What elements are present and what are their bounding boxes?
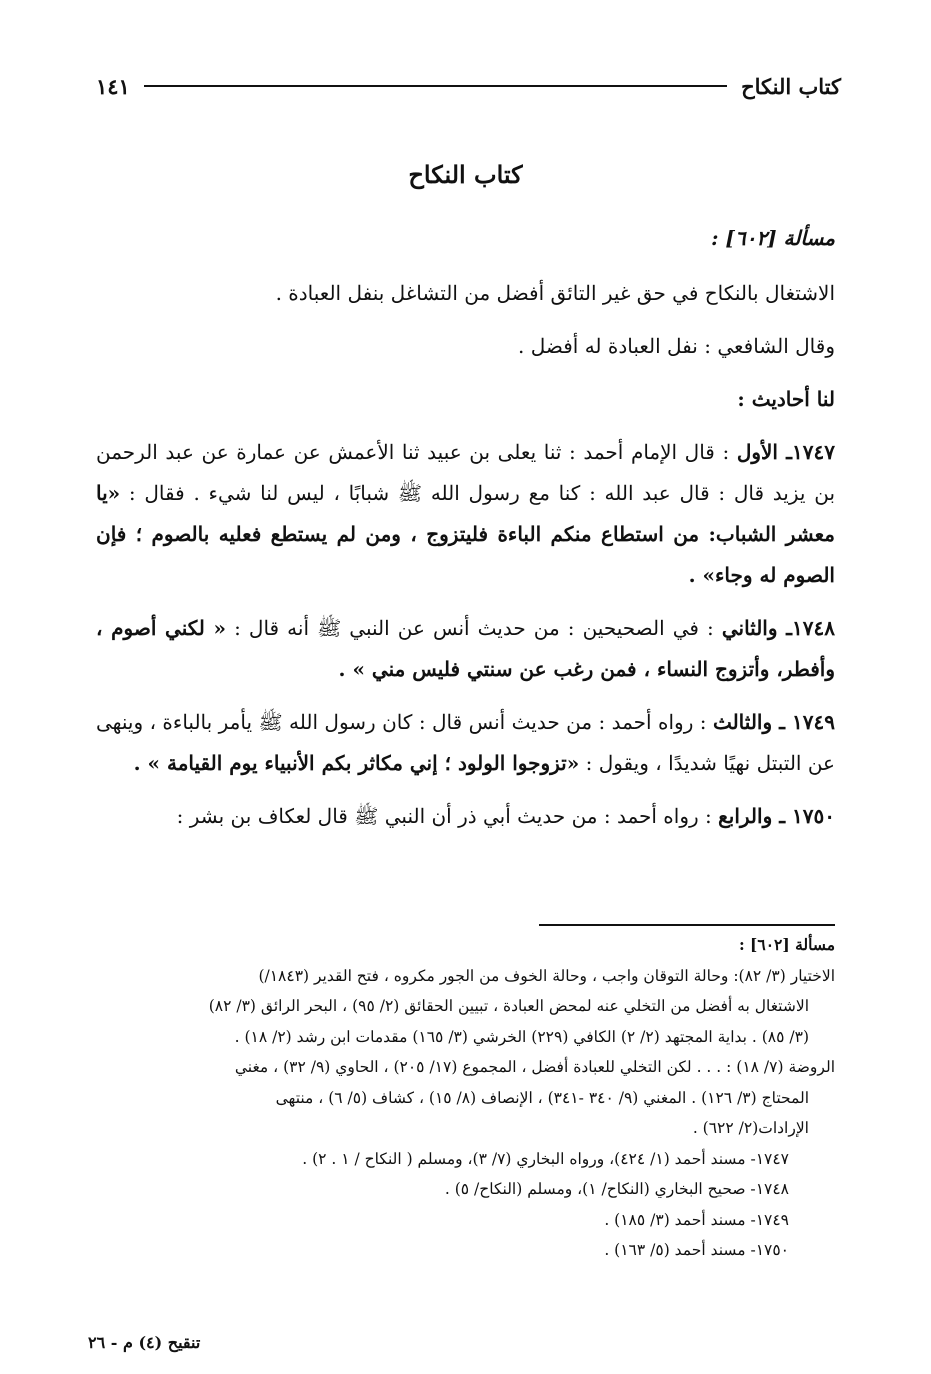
footnote-line: (٣/ ٨٥) . بداية المجتهد (٢/ ٢) الكافي (٢٢٩) الخرشي (٣/ ١٦٥) مقدمات ابن رشد (٢/ ١٨) . bbox=[234, 1027, 809, 1046]
hadith-1750 bbox=[96, 796, 835, 837]
hadith-text: : رواه أحمد : من حديث أنس قال : كان رسول الله ﷺ يأمر بالباءة ، وينهى عن التبتل نهيًا شديدًا ، ويقول : bbox=[96, 710, 835, 775]
footnote-line: الروضة (٧/ ١٨) : . . . لكن التخلي للعبادة أفضل ، المجموع (١٧/ ٢٠٥) ، الحاوي (٩/ ٣٢) ، مغني bbox=[234, 1058, 835, 1076]
printer-signature: تنقيح (٤) م - ٢٦ bbox=[88, 1333, 201, 1352]
statement-paragraph: الاشتغال بالنكاح في حق غير التائق أفضل من التشاغل بنفل العبادة . bbox=[275, 281, 835, 305]
footnote-line: الاختيار (٣/ ٨٢): وحالة التوقان واجب ، وحالة الخوف من الجور مكروه ، فتح القدير (١٨٤٣/) bbox=[258, 966, 835, 985]
hadith-1749 bbox=[96, 702, 835, 784]
hadith-1747 bbox=[96, 432, 835, 596]
hadith-number: ١٧٥٠ ـ والرابع bbox=[718, 804, 835, 828]
hadith-number: ١٧٤٨ـ والثاني bbox=[721, 616, 835, 640]
hadith-number: ١٧٤٩ ـ والثالث bbox=[712, 710, 835, 734]
page-number: ١٤١ bbox=[96, 73, 130, 99]
hadith-quote: «تزوجوا الولود ؛ إني مكاثر بكم الأنبياء يوم القيامة » . bbox=[133, 751, 580, 775]
footnotes bbox=[96, 930, 835, 1266]
footnote-masala-label: مسألة [٦٠٢] : bbox=[738, 935, 835, 954]
main-text bbox=[96, 218, 835, 849]
footnote-line: الاشتغال به أفضل من التخلي عنه لمحض العبادة ، تبيين الحقائق (٢/ ٩٥) ، البحر الرائق (٣/ ٨٢) bbox=[208, 997, 809, 1015]
footnote-rule bbox=[539, 924, 835, 926]
footnote-line: الإرادات(٢/ ٦٢٢) . bbox=[692, 1119, 809, 1137]
chapter-title: كتاب النكاح bbox=[408, 160, 523, 189]
hadith-text: : في الصحيحين : من حديث أنس عن النبي ﷺ أنه قال : bbox=[234, 616, 714, 640]
running-header bbox=[96, 66, 841, 106]
running-header-title: كتاب النكاح bbox=[741, 73, 841, 99]
footnote-reference: ١٧٤٩- مسند أحمد (٣/ ١٨٥) . bbox=[604, 1210, 789, 1229]
footnote-reference: ١٧٤٨- صحيح البخاري (النكاح/ ١)، ومسلم (النكاح/ ٥) . bbox=[444, 1180, 789, 1198]
header-rule bbox=[144, 85, 727, 87]
hadith-quote: « لكني أصوم ، وأفطر، وأتزوج النساء ، فمن رغب عن سنتي فليس مني » . bbox=[96, 616, 835, 681]
lana-ahadith: لنا أحاديث : bbox=[737, 387, 835, 411]
masala-label: مسألة [٦٠٢] : bbox=[711, 226, 835, 250]
hadith-number: ١٧٤٧ـ الأول bbox=[736, 440, 836, 464]
hadith-text: : قال الإمام أحمد : ثنا يعلى بن عبيد ثنا الأعمش عن عمارة عن عبد الرحمن بن يزيد قال : قال عبد الله : كنا مع رسول الله ﷺ شبابًا ، ليس لنا شيء . فقال : bbox=[96, 440, 836, 505]
hadith-text: : رواه أحمد : من حديث أبي ذر أن النبي ﷺ قال لعكاف بن بشر : bbox=[176, 804, 712, 828]
footnote-reference: ١٧٥٠- مسند أحمد (٥/ ١٦٣) . bbox=[604, 1241, 789, 1259]
hadith-1748 bbox=[96, 608, 835, 690]
footnote-reference: ١٧٤٧- مسند أحمد (١/ ٤٢٤)، ورواه البخاري (٧/ ٣)، ومسلم ( النكاح / ١ . ٢) . bbox=[302, 1149, 789, 1168]
footnote-line: المحتاج (٣/ ١٢٦) . المغني (٩/ ٣٤٠ -٣٤١) ، الإنصاف (٨/ ١٥) ، كشاف (٥/ ٦) ، منتهى bbox=[275, 1088, 809, 1107]
hadith-quote: «يا معشر الشباب: من استطاع منكم الباءة فليتزوج ، ومن لم يستطع فعليه بالصوم ؛ فإن الصوم له وجاء» . bbox=[96, 481, 835, 587]
shafii-opinion: وقال الشافعي : نفل العبادة له أفضل . bbox=[518, 334, 835, 358]
